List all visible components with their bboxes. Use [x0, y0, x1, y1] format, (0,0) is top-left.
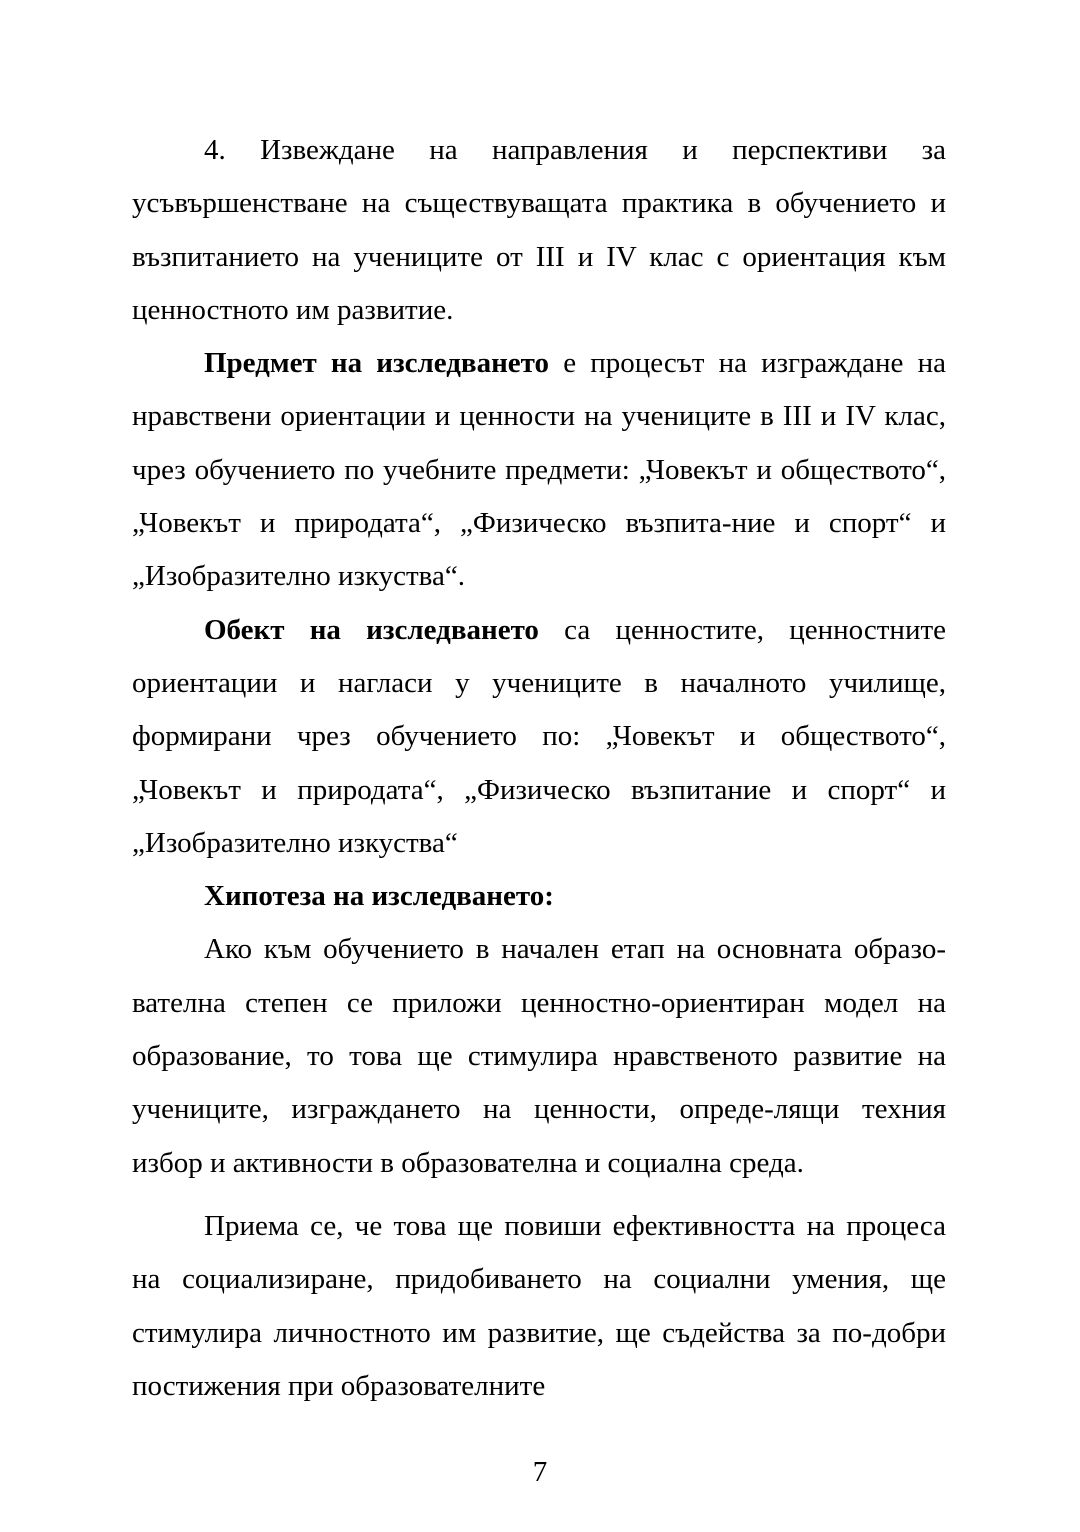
paragraph-object-of-research: [132, 604, 946, 870]
paragraph-objective-4: 4. Извеждане на направления и перспективи за усъвършенстване на съществуващата практика в обучението и възпитанието на учениците от III и IV клас с ориентация към ценностното им развитие.: [132, 134, 946, 326]
hypothesis-heading: Хипотеза на изследването:: [204, 880, 554, 913]
page-number: 7: [532, 1456, 548, 1488]
paragraph-assumption: Приема се, че това ще повиши ефективността на процеса на социализиране, придобиването на социални умения, ще стимулира личностното им развитие, ще съдейства за по-добри постижения при образователните: [132, 1209, 946, 1402]
object-definition: са ценностите, ценностните ориентации и нагласи у учениците в началното училище, формирани чрез обучението по: „Човекът и обществото“, „Човекът и природата“, „Физическо възпитание и спорт“ и „Изобразително изкуства“: [132, 613, 947, 859]
body-text: [132, 124, 946, 1413]
subject-term: Предмет на изследването: [204, 347, 550, 380]
paragraph-subject-of-research: [132, 337, 946, 603]
object-term: Обект на изследването: [204, 613, 539, 646]
paragraph-hypothesis: Ако към обучението в начален етап на основната образо-вателна степен се приложи ценностно-ориентиран модел на образование, то това ще стимулира нравственото развитие на учениците, изграждането на ценности, опреде-лящи техния избор и активности в образователна и социална среда.: [132, 933, 946, 1179]
subject-definition: е процесът на изграждане на нравствени ориентации и ценности на учениците в III и IV клас, чрез обучението по учебните предмети: „Човекът и обществото“, „Човекът и природата“, „Физическо възпита-ние и спорт“ и „Изобразително изкуства“.: [132, 347, 946, 593]
